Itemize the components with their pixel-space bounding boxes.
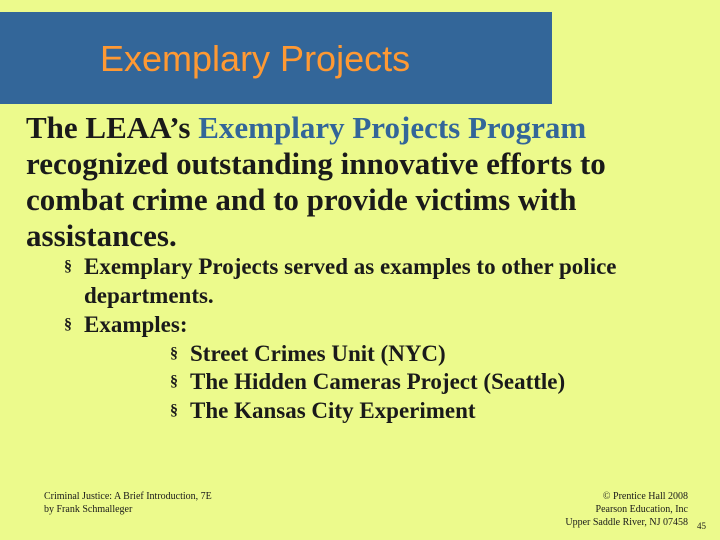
footer-copyright	[540, 490, 688, 529]
sub-bullet-text: Street Crimes Unit (NYC)	[190, 341, 446, 366]
footer-author: by Frank Schmalleger	[44, 504, 133, 515]
sub-bullet-item	[170, 396, 690, 425]
main-paragraph	[26, 110, 706, 254]
main-text-end: recognized outstanding innovative efforts to combat crime and to provide victims with assistances.	[26, 146, 606, 253]
bullet-text: Examples:	[84, 312, 188, 337]
footer-book-credit	[44, 490, 212, 516]
footer-publisher-location: Upper Saddle River, NJ 07458	[565, 517, 688, 528]
bullet-marker: §	[170, 373, 178, 390]
bullet-item	[64, 252, 704, 310]
bullet-marker: §	[170, 345, 178, 362]
sub-bullet-item	[170, 367, 690, 396]
main-text-start: The LEAA’s	[26, 110, 199, 145]
sub-bullet-text: The Kansas City Experiment	[190, 398, 476, 423]
footer-publisher: Pearson Education, Inc	[595, 504, 688, 515]
bullet-marker: §	[170, 402, 178, 419]
sub-bullet-text: The Hidden Cameras Project (Seattle)	[190, 369, 566, 394]
page-number: 45	[697, 521, 706, 531]
footer-copyright-line: © Prentice Hall 2008	[602, 491, 688, 502]
sub-bullet-item	[170, 339, 690, 368]
bullet-marker: §	[64, 316, 72, 333]
bullet-marker: §	[64, 258, 72, 275]
bullet-text: Exemplary Projects served as examples to other police departments.	[84, 254, 617, 308]
bullet-item	[64, 310, 704, 339]
program-name-highlight: Exemplary Projects Program	[198, 110, 587, 145]
footer-book-title: Criminal Justice: A Brief Introduction, 7E	[44, 491, 212, 502]
slide-title: Exemplary Projects	[100, 38, 411, 79]
